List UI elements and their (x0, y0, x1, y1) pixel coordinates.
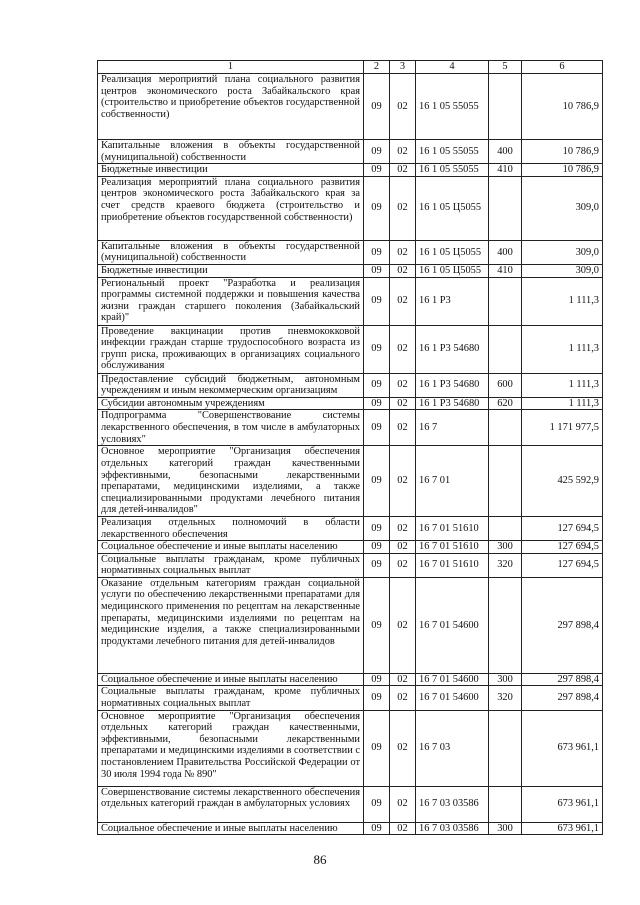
header-cell: 3 (390, 61, 416, 74)
cell-subsection: 02 (390, 325, 416, 373)
cell-expense-type: 400 (489, 140, 522, 164)
cell-target-code: 16 7 01 51610 (416, 553, 489, 577)
cell-name: Бюджетные инвестиции (98, 264, 364, 277)
cell-name: Капитальные вложения в объекты государственной (муниципальной) собственности (98, 240, 364, 264)
cell-section: 09 (364, 140, 390, 164)
cell-amount: 127 694,5 (522, 553, 603, 577)
cell-subsection: 02 (390, 710, 416, 786)
header-cell: 5 (489, 61, 522, 74)
cell-expense-type (489, 325, 522, 373)
cell-section: 09 (364, 264, 390, 277)
table-row (98, 553, 603, 577)
cell-section: 09 (364, 397, 390, 410)
header-cell: 4 (416, 61, 489, 74)
table-row (98, 74, 603, 140)
cell-section: 09 (364, 240, 390, 264)
table-row (98, 673, 603, 686)
cell-target-code: 16 1 05 55055 (416, 140, 489, 164)
cell-subsection: 02 (390, 264, 416, 277)
table-row (98, 325, 603, 373)
cell-name: Реализация отдельных полномочий в области лекарственного обеспечения (98, 516, 364, 540)
cell-section: 09 (364, 541, 390, 554)
cell-amount: 10 786,9 (522, 74, 603, 140)
cell-target-code: 16 7 01 54600 (416, 577, 489, 673)
cell-expense-type (489, 446, 522, 517)
cell-target-code: 16 1 P3 54680 (416, 325, 489, 373)
cell-expense-type: 620 (489, 397, 522, 410)
cell-target-code: 16 7 01 54600 (416, 673, 489, 686)
cell-name: Предоставление субсидий бюджетным, автономным учреждениям и иным некоммерческим организациям (98, 373, 364, 397)
table-row (98, 264, 603, 277)
table-row (98, 446, 603, 517)
cell-name: Социальное обеспечение и иные выплаты населению (98, 673, 364, 686)
table-row (98, 577, 603, 673)
cell-target-code: 16 1 P3 54680 (416, 397, 489, 410)
table-row (98, 410, 603, 446)
cell-amount: 297 898,4 (522, 577, 603, 673)
table-header-row (98, 61, 603, 74)
table-row (98, 176, 603, 240)
cell-amount: 297 898,4 (522, 673, 603, 686)
cell-target-code: 16 7 01 51610 (416, 516, 489, 540)
cell-expense-type (489, 577, 522, 673)
cell-subsection: 02 (390, 516, 416, 540)
cell-name: Субсидии автономным учреждениям (98, 397, 364, 410)
cell-expense-type: 410 (489, 164, 522, 177)
cell-name: Реализация мероприятий плана социального развития центров экономического роста Забайкальского края за счет средств краевого бюджета (строительство и приобретение объектов государственной собственности) (98, 176, 364, 240)
cell-target-code: 16 7 03 (416, 710, 489, 786)
cell-section: 09 (364, 516, 390, 540)
header-cell: 2 (364, 61, 390, 74)
cell-expense-type: 300 (489, 541, 522, 554)
cell-name: Оказание отдельным категориям граждан социальной услуги по обеспечению лекарственными препаратами для медицинского применения по рецептам на лекарственные препараты, медицинскими изделиями по рецептам на медицинские изделия, а также специализированными продуктами лечебного питания для детей-инвалидов (98, 577, 364, 673)
cell-name: Основное мероприятие "Организация обеспечения отдельных категорий граждан качественными, эффективными, безопасными лекарственными препаратами и медицинскими изделиями в соответствии с постановлением Правительства Российской Федерации от 30 июля 1994 года № 890" (98, 710, 364, 786)
cell-amount: 1 171 977,5 (522, 410, 603, 446)
cell-section: 09 (364, 710, 390, 786)
table-body (98, 74, 603, 835)
cell-target-code: 16 7 03 03586 (416, 786, 489, 822)
table-row (98, 516, 603, 540)
cell-name: Социальные выплаты гражданам, кроме публичных нормативных социальных выплат (98, 686, 364, 710)
cell-name: Основное мероприятие "Организация обеспечения отдельных категорий граждан качественными эффективными, безопасными лекарственными препаратами, медицинскими изделиями, а также специализированными продуктами лечебного питания для детей-инвалидов" (98, 446, 364, 517)
cell-amount: 127 694,5 (522, 516, 603, 540)
cell-section: 09 (364, 673, 390, 686)
table-row (98, 686, 603, 710)
cell-section: 09 (364, 577, 390, 673)
cell-expense-type (489, 410, 522, 446)
cell-expense-type: 300 (489, 822, 522, 835)
cell-subsection: 02 (390, 277, 416, 325)
cell-expense-type: 410 (489, 264, 522, 277)
cell-expense-type (489, 710, 522, 786)
cell-target-code: 16 1 05 55055 (416, 164, 489, 177)
cell-target-code: 16 1 05 Ц5055 (416, 176, 489, 240)
cell-amount: 673 961,1 (522, 710, 603, 786)
cell-section: 09 (364, 786, 390, 822)
table-row (98, 822, 603, 835)
cell-subsection: 02 (390, 410, 416, 446)
cell-subsection: 02 (390, 397, 416, 410)
cell-subsection: 02 (390, 240, 416, 264)
cell-name: Социальное обеспечение и иные выплаты населению (98, 822, 364, 835)
cell-target-code: 16 1 P3 (416, 277, 489, 325)
cell-target-code: 16 7 01 51610 (416, 541, 489, 554)
cell-amount: 1 111,3 (522, 373, 603, 397)
cell-target-code: 16 1 05 Ц5055 (416, 240, 489, 264)
cell-target-code: 16 1 05 Ц5055 (416, 264, 489, 277)
cell-amount: 297 898,4 (522, 686, 603, 710)
cell-target-code: 16 1 05 55055 (416, 74, 489, 140)
cell-name: Социальные выплаты гражданам, кроме публичных нормативных социальных выплат (98, 553, 364, 577)
cell-expense-type: 300 (489, 673, 522, 686)
table-row (98, 373, 603, 397)
cell-name: Бюджетные инвестиции (98, 164, 364, 177)
cell-subsection: 02 (390, 541, 416, 554)
cell-amount: 1 111,3 (522, 397, 603, 410)
table-row (98, 140, 603, 164)
cell-subsection: 02 (390, 373, 416, 397)
cell-expense-type (489, 176, 522, 240)
cell-section: 09 (364, 277, 390, 325)
cell-target-code: 16 1 P3 54680 (416, 373, 489, 397)
cell-expense-type (489, 74, 522, 140)
cell-subsection: 02 (390, 74, 416, 140)
cell-section: 09 (364, 410, 390, 446)
cell-subsection: 02 (390, 164, 416, 177)
cell-expense-type (489, 277, 522, 325)
cell-subsection: 02 (390, 553, 416, 577)
cell-target-code: 16 7 03 03586 (416, 822, 489, 835)
cell-subsection: 02 (390, 176, 416, 240)
cell-amount: 10 786,9 (522, 164, 603, 177)
cell-section: 09 (364, 325, 390, 373)
cell-name: Проведение вакцинации против пневмококковой инфекции граждан старше трудоспособного возраста из групп риска, проживающих в организациях социального обслуживания (98, 325, 364, 373)
cell-target-code: 16 7 01 (416, 446, 489, 517)
cell-expense-type: 320 (489, 686, 522, 710)
cell-expense-type (489, 516, 522, 540)
cell-name: Региональный проект "Разработка и реализация программы системной поддержки и повышения качества жизни граждан старшего поколения (Забайкальский край)" (98, 277, 364, 325)
cell-subsection: 02 (390, 577, 416, 673)
cell-section: 09 (364, 553, 390, 577)
page-number: 86 (313, 852, 327, 867)
cell-subsection: 02 (390, 446, 416, 517)
cell-subsection: 02 (390, 822, 416, 835)
cell-section: 09 (364, 176, 390, 240)
cell-amount: 10 786,9 (522, 140, 603, 164)
cell-name: Совершенствование системы лекарственного обеспечения отдельных категорий граждан в амбулаторных условиях (98, 786, 364, 822)
table-row (98, 240, 603, 264)
cell-amount: 309,0 (522, 240, 603, 264)
cell-amount: 1 111,3 (522, 325, 603, 373)
cell-name: Подпрограмма "Совершенствование системы лекарственного обеспечения, в том числе в амбулаторных условиях" (98, 410, 364, 446)
cell-amount: 309,0 (522, 264, 603, 277)
cell-target-code: 16 7 (416, 410, 489, 446)
table-row (98, 397, 603, 410)
cell-section: 09 (364, 446, 390, 517)
cell-amount: 309,0 (522, 176, 603, 240)
table-row (98, 710, 603, 786)
cell-amount: 673 961,1 (522, 822, 603, 835)
cell-subsection: 02 (390, 786, 416, 822)
table-row (98, 277, 603, 325)
cell-section: 09 (364, 822, 390, 835)
header-cell: 1 (98, 61, 364, 74)
cell-amount: 673 961,1 (522, 786, 603, 822)
cell-subsection: 02 (390, 686, 416, 710)
table-row (98, 786, 603, 822)
cell-expense-type: 600 (489, 373, 522, 397)
cell-section: 09 (364, 686, 390, 710)
cell-subsection: 02 (390, 673, 416, 686)
cell-name: Социальное обеспечение и иные выплаты населению (98, 541, 364, 554)
cell-expense-type (489, 786, 522, 822)
cell-subsection: 02 (390, 140, 416, 164)
cell-amount: 1 111,3 (522, 277, 603, 325)
cell-amount: 127 694,5 (522, 541, 603, 554)
cell-name: Реализация мероприятий плана социального развития центров экономического роста Забайкальского края (строительство и приобретение объектов государственной собственности) (98, 74, 364, 140)
cell-amount: 425 592,9 (522, 446, 603, 517)
cell-expense-type: 400 (489, 240, 522, 264)
header-cell: 6 (522, 61, 603, 74)
cell-section: 09 (364, 373, 390, 397)
cell-name: Капитальные вложения в объекты государственной (муниципальной) собственности (98, 140, 364, 164)
cell-expense-type: 320 (489, 553, 522, 577)
budget-table (97, 60, 603, 835)
cell-target-code: 16 7 01 54600 (416, 686, 489, 710)
table-row (98, 541, 603, 554)
table-row (98, 164, 603, 177)
cell-section: 09 (364, 74, 390, 140)
cell-section: 09 (364, 164, 390, 177)
